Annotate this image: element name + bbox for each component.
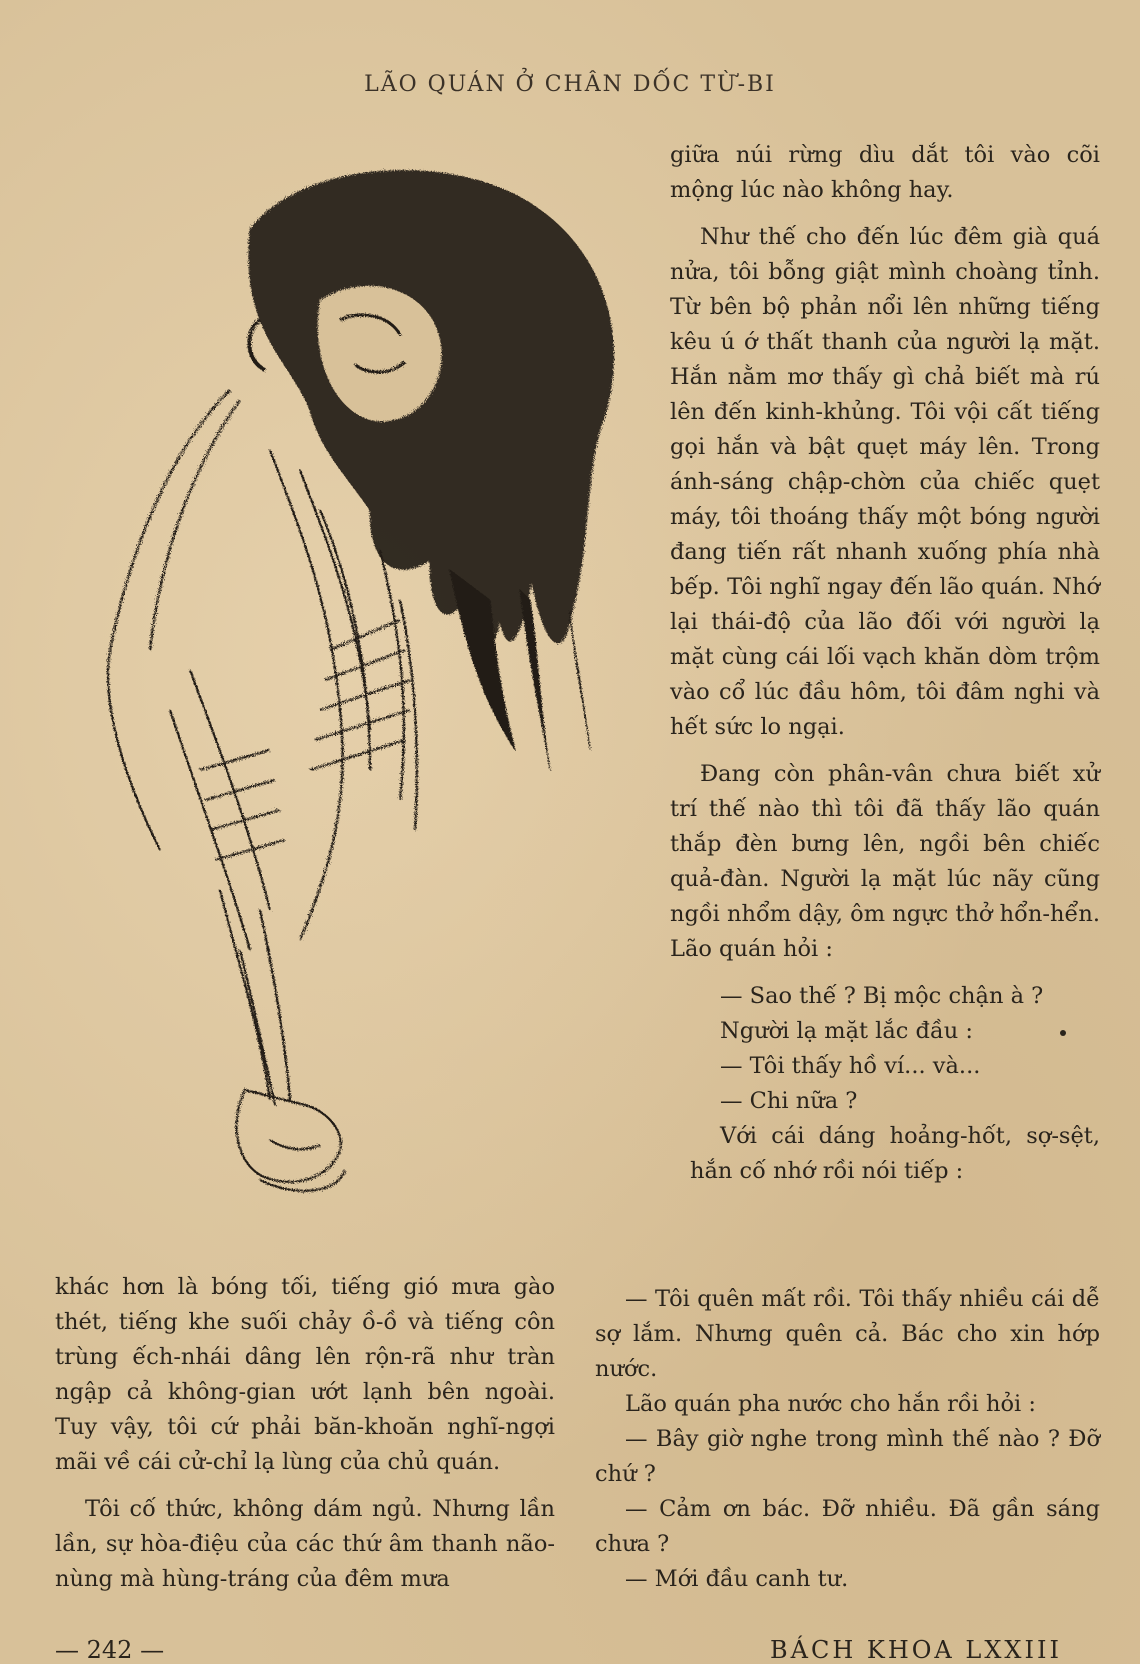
left-column-lower (55, 1270, 555, 1597)
narration-line: Lão quán pha nước cho hắn rồi hỏi : (625, 1391, 1036, 1417)
narration-line: Với cái dáng hoảng-hốt, sợ-sệt, hắn cố nhớ rồi nói tiếp : (690, 1123, 1100, 1184)
right-column-upper (670, 138, 1100, 1189)
paragraph: Như thế cho đến lúc đêm già quá nửa, tôi bỗng giật mình choàng tỉnh. Từ bên bộ phản nổi lên những tiếng kêu ú ớ thất thanh của người lạ mặt. Hắn nằm mơ thấy gì chả biết mà rú lên đến kinh-khủng. Tôi vội cất tiếng gọi hắn và bật quẹt máy lên. Trong ánh-sáng chập-chờn của chiếc quẹt máy, tôi thoáng thấy một bóng người đang tiến rất nhanh xuống phía nhà bếp. Tôi nghĩ ngay đến lão quán. Nhớ lại thái-độ của lão đối với người lạ mặt cùng cái lối vạch khăn dòm trộm vào cổ lúc đầu hôm, tôi đâm nghi và hết sức lo ngại. (670, 224, 1100, 740)
page-number: — 242 — (55, 1636, 165, 1664)
ink-spot (1060, 1030, 1066, 1036)
narration-line: Người lạ mặt lắc đầu : (720, 1018, 973, 1044)
dialogue-line: — Chi nữa ? (720, 1088, 858, 1114)
dialogue-line: — Sao thế ? Bị mộc chận à ? (720, 983, 1044, 1009)
paragraph: giữa núi rừng dìu dắt tôi vào cõi mộng lúc nào không hay. (670, 142, 1100, 203)
publication-name: BÁCH KHOA LXXIII (770, 1636, 1062, 1664)
dialogue-line: — Tôi thấy hồ ví... và... (720, 1053, 981, 1079)
running-title: LÃO QUÁN Ở CHÂN DỐC TỪ-BI (364, 72, 776, 97)
paragraph: khác hơn là bóng tối, tiếng gió mưa gào thét, tiếng khe suối chảy ồ-ồ và tiếng côn trùng ếch-nhái dâng lên rộn-rã như tràn ngập cả không-gian ướt lạnh bên ngoài. Tuy vậy, tôi cứ phải băn-khoăn nghĩ-ngợi mãi về cái cử-chỉ lạ lùng của chủ quán. (55, 1274, 555, 1475)
dialogue-line: — Mới đầu canh tư. (625, 1566, 849, 1592)
dialogue-line: — Tôi quên mất rồi. Tôi thấy nhiều cái dễ sợ lắm. Nhưng quên cả. Bác cho xin hớp nước. (595, 1286, 1100, 1382)
ink-sketch-crouching-figure-icon (70, 150, 650, 1250)
paragraph: Đang còn phân-vân chưa biết xử trí thế nào thì tôi đã thấy lão quán thắp đèn bưng lên, ngồi bên chiếc quả-đàn. Người lạ mặt lúc nãy cũng ngồi nhổm dậy, ôm ngực thở hổn-hển. Lão quán hỏi : (670, 761, 1100, 962)
dialogue-line: — Bây giờ nghe trong mình thế nào ? Đỡ chứ ? (595, 1426, 1100, 1487)
right-column-lower (595, 1282, 1100, 1597)
paragraph: Tôi cố thức, không dám ngủ. Nhưng lần lần, sự hòa-điệu của các thứ âm thanh não-nùng mà hùng-tráng của đêm mưa (55, 1496, 555, 1592)
dialogue-line: — Cảm ơn bác. Đỡ nhiều. Đã gần sáng chưa ? (595, 1496, 1100, 1557)
